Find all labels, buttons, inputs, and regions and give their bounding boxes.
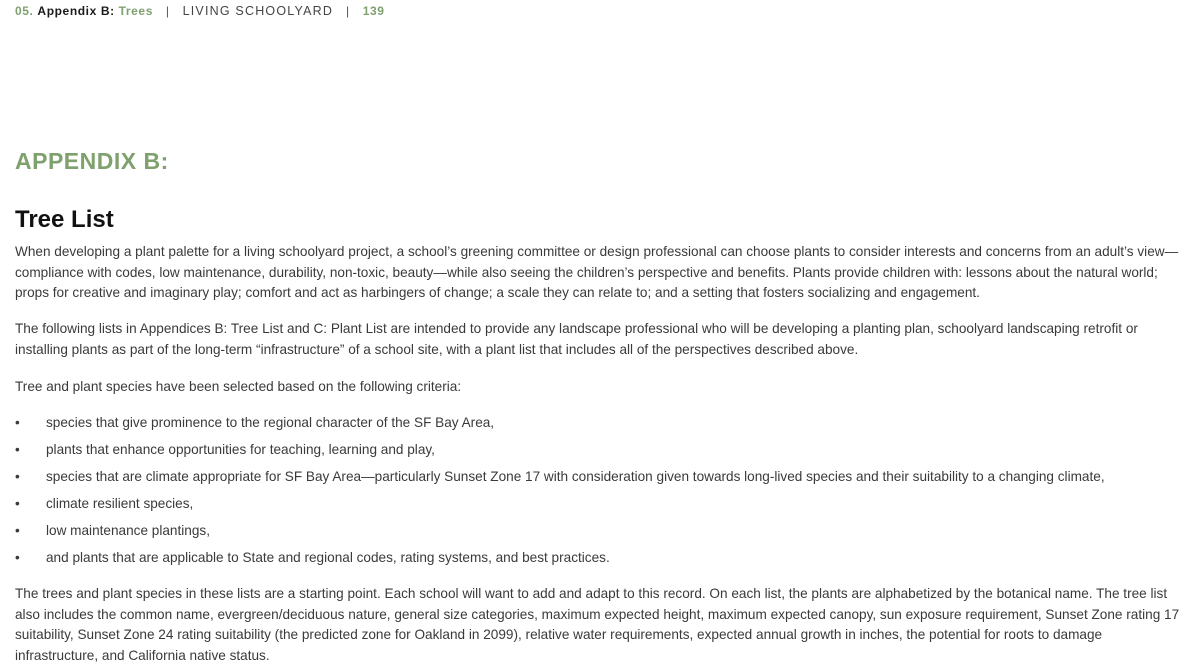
- criteria-list: [15, 412, 1105, 574]
- criteria-lead-paragraph: Tree and plant species have been selected based on the following criteria:: [15, 379, 462, 394]
- header-separator: |: [346, 4, 350, 18]
- bullet-icon: •: [15, 469, 20, 484]
- header-topic: Trees: [118, 4, 153, 18]
- bullet-icon: •: [15, 550, 20, 565]
- appendix-heading: APPENDIX B:: [15, 148, 169, 174]
- list-item: [15, 466, 1105, 493]
- header-appendix: Appendix B:: [37, 4, 115, 18]
- bullet-icon: •: [15, 415, 20, 430]
- header-separator: |: [165, 4, 170, 18]
- criteria-text: low maintenance plantings,: [46, 523, 210, 538]
- bullet-icon: •: [15, 523, 20, 538]
- header-doc-title: LIVING SCHOOLYARD: [182, 4, 334, 18]
- bullet-icon: •: [15, 442, 20, 457]
- list-item: [15, 412, 1105, 439]
- criteria-text: climate resilient species,: [46, 496, 194, 511]
- criteria-text: species that are climate appropriate for SF Bay Area—particularly Sunset Zone 17 with consideration given towards long-lived species and their suitability to a changing climate,: [46, 469, 1105, 484]
- list-item: [15, 439, 1105, 466]
- list-item: [15, 547, 1105, 574]
- running-header: [15, 4, 385, 18]
- page-number: 139: [362, 4, 385, 18]
- intro-paragraph: When developing a plant palette for a living schoolyard project, a school’s greening committee or design professional can choose plants to consider interests and concerns from an adult’s view—compliance with codes, low maintenance, durability, non-toxic, beauty—while also seeing the children’s perspective and benefits. Plants provide children with: lessons about the natural world; props for creative and imaginary play; comfort and act as harbingers of change; a scale they can relate to; and a setting that fosters socializing and engagement.: [15, 244, 1179, 301]
- section-number: 05.: [15, 4, 34, 18]
- criteria-text: plants that enhance opportunities for teaching, learning and play,: [46, 442, 435, 457]
- page-title: Tree List: [15, 206, 114, 233]
- closing-paragraph: The trees and plant species in these lists are a starting point. Each school will want to add and adapt to this record. On each list, the plants are alphabetized by the botanical name. The tree list also includes the common name, evergreen/deciduous nature, general size categories, maximum expected height, maximum expected canopy, sun exposure requirement, Sunset Zone rating 17 suitability, Sunset Zone 24 rating suitability (the predicted zone for Oakland in 2099), relative water requirements, expected annual growth in inches, the potential for roots to damage infrastructure, and California native status.: [15, 586, 1180, 663]
- criteria-text: and plants that are applicable to State and regional codes, rating systems, and best practices.: [46, 550, 610, 565]
- list-item: [15, 493, 1105, 520]
- bullet-icon: •: [15, 496, 20, 511]
- criteria-text: species that give prominence to the regional character of the SF Bay Area,: [46, 415, 495, 430]
- lists-paragraph: The following lists in Appendices B: Tree List and C: Plant List are intended to provide any landscape professional who will be developing a planting plan, schoolyard landscaping retrofit or installing plants as part of the long-term “infrastructure” of a school site, with a plant list that includes all of the perspectives described above.: [15, 321, 1138, 357]
- list-item: [15, 520, 1105, 547]
